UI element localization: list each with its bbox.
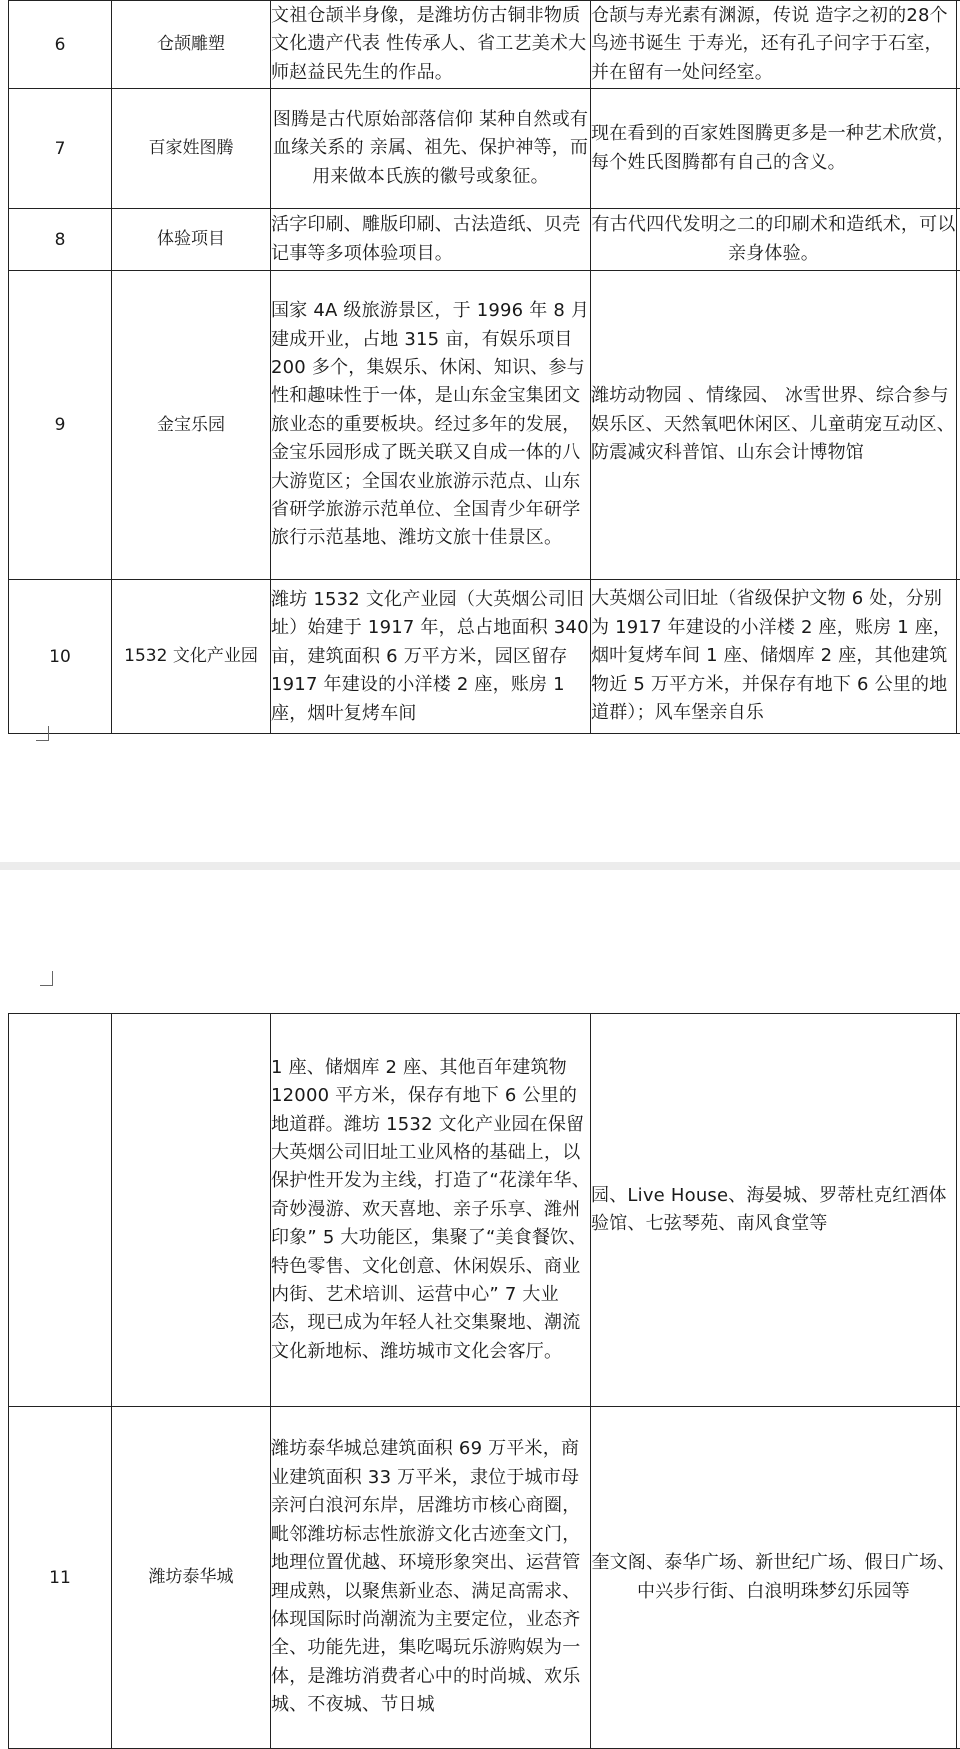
empty-cell <box>957 580 960 734</box>
row-number: 8 <box>9 209 112 271</box>
empty-cell <box>957 1014 960 1407</box>
attraction-description: 国家 4A 级旅游景区，于 1996 年 8 月建成开业，占地 315 亩，有娱乐项目 200 多个，集娱乐、休闲、知识、参与性和趣味性于一体，是山东金宝集团文旅业态的重要板块。经过多年的发展，金宝乐园形成了既关联又自成一体的八大游览区；全国农业旅游示范点、山东省研学旅游示范单位、全国青少年研学旅行示范基地、潍坊文旅十佳景区。 <box>271 271 591 580</box>
attraction-highlights: 奎文阁、泰华广场、新世纪广场、假日广场、中兴步行街、白浪明珠梦幻乐园等 <box>591 1407 957 1749</box>
table-row <box>9 1407 960 1749</box>
attraction-description: 图腾是古代原始部落信仰 某种自然或有血缘关系的 亲属、祖先、保护神等，而用来做本氏族的徽号或象征。 <box>271 89 591 209</box>
empty-cell <box>957 89 960 209</box>
table-row <box>9 1 960 89</box>
row-number <box>9 1014 112 1407</box>
attraction-highlights: 园、Live House、海晏城、罗蒂杜克红酒体验馆、七弦琴苑、南风食堂等 <box>591 1014 957 1407</box>
attraction-description: 活字印刷、雕版印刷、古法造纸、贝壳记事等多项体验项目。 <box>271 209 591 271</box>
page-separator <box>0 862 960 870</box>
document-page-2 <box>0 870 960 1748</box>
attraction-description: 潍坊 1532 文化产业园（大英烟公司旧址）始建于 1917 年，总占地面积 340 亩，建筑面积 6 万平方米，园区留存 1917 年建设的小洋楼 2 座，账房 1 座，烟叶复烤车间 <box>271 580 591 734</box>
attraction-name: 潍坊泰华城 <box>112 1407 271 1749</box>
margin-corner-mark <box>40 971 53 986</box>
attraction-description: 1 座、储烟库 2 座、其他百年建筑物 12000 平方米，保存有地下 6 公里的地道群。潍坊 1532 文化产业园在保留大英烟公司旧址工业风格的基础上，以保护性开发为主线，打造了“花漾年华、奇妙漫游、欢天喜地、亲子乐享、潍州印象” 5 大功能区，集聚了“美食餐饮、特色零售、文化创意、休闲娱乐、商业内街、艺术培训、运营中心” 7 大业态，现已成为年轻人社交集聚地、潮流文化新地标、潍坊城市文化会客厅。 <box>271 1014 591 1407</box>
attraction-name: 1532 文化产业园 <box>112 580 271 734</box>
attraction-highlights: 潍坊动物园 、情缘园、 冰雪世界、综合参与娱乐区、天然氧吧休闲区、儿童萌宠互动区、防震减灾科普馆、山东会计博物馆 <box>591 271 957 580</box>
attraction-name: 金宝乐园 <box>112 271 271 580</box>
attraction-highlights: 现在看到的百家姓图腾更多是一种艺术欣赏，每个姓氏图腾都有自己的含义。 <box>591 89 957 209</box>
attractions-table-page-2 <box>8 1013 960 1749</box>
attraction-highlights: 大英烟公司旧址（省级保护文物 6 处，分别为 1917 年建设的小洋楼 2 座，账房 1 座，烟叶复烤车间 1 座、储烟库 2 座，其他建筑物近 5 万平方米，并保存有地下 6 公里的地道群）；风车堡亲自乐 <box>591 580 957 734</box>
attraction-name: 百家姓图腾 <box>112 89 271 209</box>
table-row <box>9 1014 960 1407</box>
attraction-name: 仓颉雕塑 <box>112 1 271 89</box>
attraction-name: 体验项目 <box>112 209 271 271</box>
empty-cell <box>957 1 960 89</box>
table-row <box>9 89 960 209</box>
row-number: 10 <box>9 580 112 734</box>
attraction-highlights: 有古代四代发明之二的印刷术和造纸术，可以亲身体验。 <box>591 209 957 271</box>
row-number: 7 <box>9 89 112 209</box>
row-number: 9 <box>9 271 112 580</box>
empty-cell <box>957 1407 960 1749</box>
attractions-table-page-1 <box>8 0 960 734</box>
attraction-name <box>112 1014 271 1407</box>
table-row <box>9 580 960 734</box>
margin-corner-mark <box>36 740 49 741</box>
margin-corner-mark <box>48 726 49 740</box>
empty-cell <box>957 271 960 580</box>
document-page-1 <box>0 0 960 862</box>
attraction-description: 文祖仓颉半身像，是潍坊仿古铜非物质文化遗产代表 性传承人、省工艺美术大师赵益民先生的作品。 <box>271 1 591 89</box>
table-row <box>9 209 960 271</box>
empty-cell <box>957 209 960 271</box>
attraction-description: 潍坊泰华城总建筑面积 69 万平米，商业建筑面积 33 万平米，隶位于城市母亲河白浪河东岸，居潍坊市核心商圈，毗邻潍坊标志性旅游文化古迹奎文门，地理位置优越、环境形象突出、运营管理成熟，以聚焦新业态、满足高需求、体现国际时尚潮流为主要定位，业态齐全、功能先进，集吃喝玩乐游购娱为一体，是潍坊消费者心中的时尚城、欢乐城、不夜城、节日城 <box>271 1407 591 1749</box>
table-row <box>9 271 960 580</box>
row-number: 11 <box>9 1407 112 1749</box>
attraction-highlights: 仓颉与寿光素有渊源，传说 造字之初的28个鸟迹书诞生 于寿光，还有孔子问字于石室，并在留有一处问经室。 <box>591 1 957 89</box>
row-number: 6 <box>9 1 112 89</box>
